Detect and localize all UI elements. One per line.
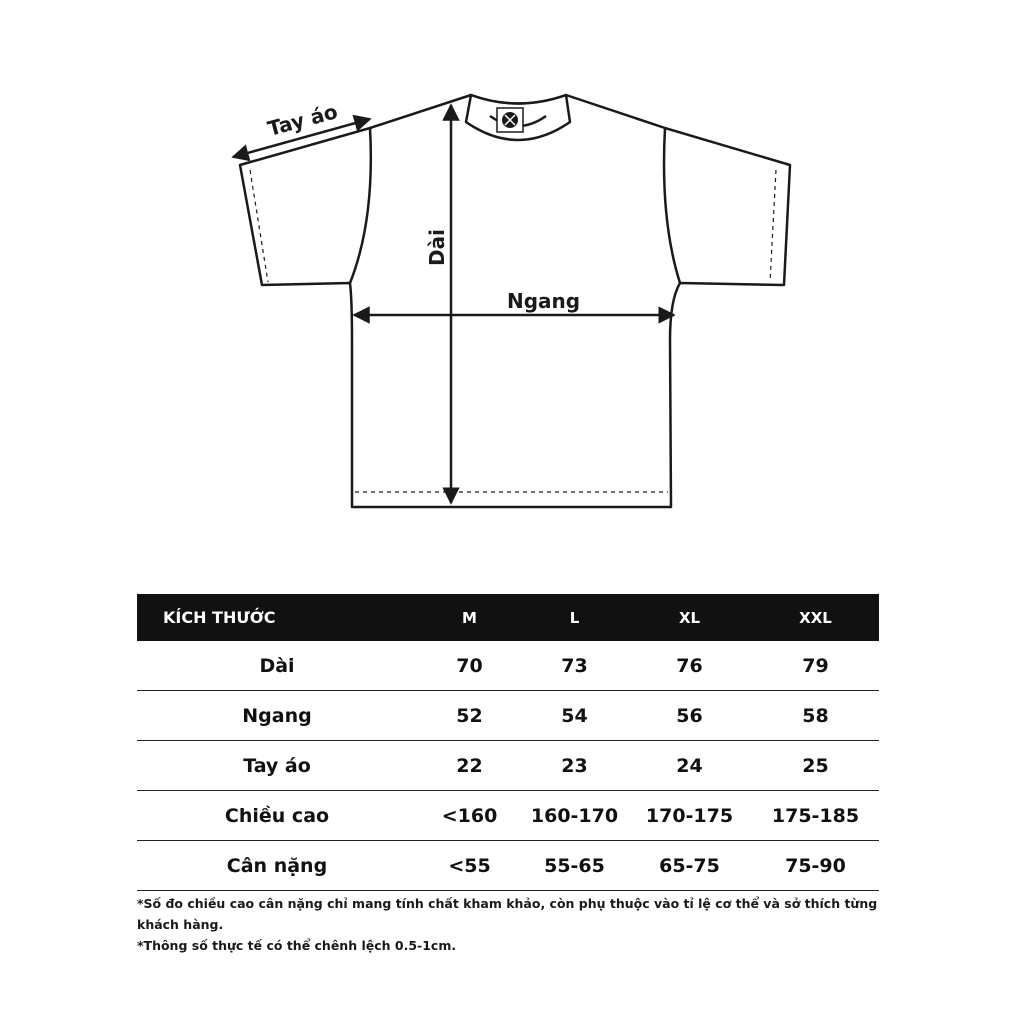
table-cell: <160 <box>417 791 522 841</box>
table-row <box>137 791 879 841</box>
stitch-lines <box>250 170 776 492</box>
table-cell: 22 <box>417 741 522 791</box>
table-cell: 25 <box>752 741 879 791</box>
length-label: Dài <box>425 229 449 266</box>
table-cell: 170-175 <box>627 791 752 841</box>
row-label: Ngang <box>137 691 417 741</box>
table-cell: 54 <box>522 691 627 741</box>
table-row <box>137 841 879 891</box>
width-label: Ngang <box>507 289 581 313</box>
row-label: Tay áo <box>137 741 417 791</box>
table-cell: 75-90 <box>752 841 879 891</box>
row-label: Cân nặng <box>137 841 417 891</box>
table-cell: 76 <box>627 641 752 691</box>
sleeve-label: Tay áo <box>265 99 341 141</box>
table-cell: 70 <box>417 641 522 691</box>
table-cell: 58 <box>752 691 879 741</box>
footnote: *Thông số thực tế có thể chênh lệch 0.5-1cm. <box>137 938 457 953</box>
table-cell: 52 <box>417 691 522 741</box>
footnotes <box>137 893 917 956</box>
table-cell: 24 <box>627 741 752 791</box>
table-cell: 55-65 <box>522 841 627 891</box>
table-cell: <55 <box>417 841 522 891</box>
header-size-xl: XL <box>627 594 752 641</box>
footnote: *Số đo chiều cao cân nặng chỉ mang tính chất kham khảo, còn phụ thuộc vào tỉ lệ cơ thể và sở thích từng khách hàng. <box>137 896 878 932</box>
header-size-l: L <box>522 594 627 641</box>
table-cell: 175-185 <box>752 791 879 841</box>
table-row <box>137 641 879 691</box>
header-label: KÍCH THƯỚC <box>137 594 417 641</box>
table-header-row <box>137 594 879 641</box>
table-row <box>137 741 879 791</box>
table-cell: 73 <box>522 641 627 691</box>
table-cell: 56 <box>627 691 752 741</box>
table-cell: 23 <box>522 741 627 791</box>
table-cell: 79 <box>752 641 879 691</box>
table-row <box>137 691 879 741</box>
table-cell: 65-75 <box>627 841 752 891</box>
row-label: Chiều cao <box>137 791 417 841</box>
circle-x-logo-icon <box>497 108 523 132</box>
header-size-xxl: XXL <box>752 594 879 641</box>
table-cell: 160-170 <box>522 791 627 841</box>
header-size-m: M <box>417 594 522 641</box>
row-label: Dài <box>137 641 417 691</box>
size-table <box>137 594 879 891</box>
